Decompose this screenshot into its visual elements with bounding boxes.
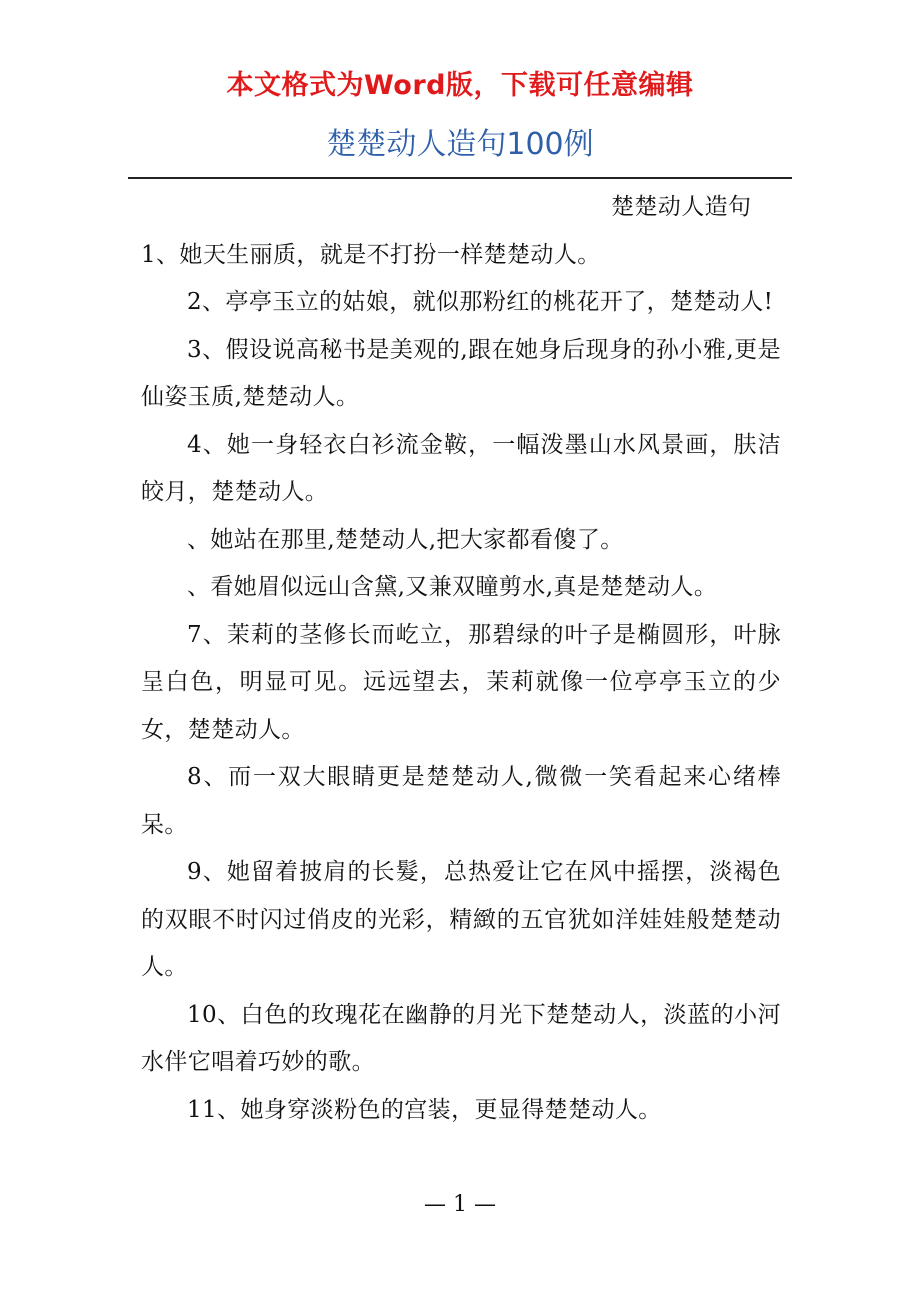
page-number-text: — 1 — bbox=[424, 1192, 496, 1217]
paragraph-4: 4、她一身轻衣白衫流金鞍，一幅泼墨山水风景画，肤洁皎月，楚楚动人。 bbox=[141, 431, 781, 505]
format-banner bbox=[0, 66, 920, 106]
paragraph-6: 、看她眉似远山含黛,又兼双瞳剪水,真是楚楚动人。 bbox=[187, 574, 718, 600]
page-number bbox=[0, 1190, 920, 1220]
document-body bbox=[141, 184, 781, 1134]
paragraph-3: 3、假设说高秘书是美观的,跟在她身后现身的孙小雅,更是仙姿玉质,楚楚动人。 bbox=[141, 336, 781, 410]
paragraph-7: 7、茉莉的茎修长而屹立，那碧绿的叶子是椭圆形，叶脉呈白色，明显可见。远远望去，茉莉就像一位亭亭玉立的少女，楚楚动人。 bbox=[141, 621, 781, 743]
title-text: 楚楚动人造句100例 bbox=[326, 127, 594, 162]
paragraph-5: 、她站在那里,楚楚动人,把大家都看傻了。 bbox=[187, 526, 624, 553]
document-title bbox=[0, 124, 920, 166]
paragraph-8: 8、而一双大眼睛更是楚楚动人,微微一笑看起来心绪棒呆。 bbox=[141, 764, 781, 838]
intro-label: 楚楚动人造句 bbox=[611, 194, 752, 220]
paragraph-text: 1、她天生丽质，就是不打扮一样楚楚动人。 bbox=[141, 241, 601, 268]
paragraph-2: 2、亭亭玉立的姑娘，就似那粉红的桃花开了，楚楚动人! bbox=[187, 289, 774, 315]
paragraph-10: 10、白色的玫瑰花在幽静的月光下楚楚动人，淡蓝的小河水伴它唱着巧妙的歌。 bbox=[141, 1001, 781, 1075]
paragraph-1 bbox=[141, 184, 781, 279]
paragraph-11: 11、她身穿淡粉色的宫装，更显得楚楚动人。 bbox=[187, 1096, 662, 1123]
banner-text: 本文格式为Word版，下载可任意编辑 bbox=[226, 70, 694, 101]
paragraph-9: 9、她留着披肩的长髮，总热爱让它在风中摇摆，淡褐色的双眼不时闪过俏皮的光彩，精緻的五官犹如洋娃娃般楚楚动人。 bbox=[141, 859, 781, 980]
title-divider bbox=[128, 177, 792, 179]
